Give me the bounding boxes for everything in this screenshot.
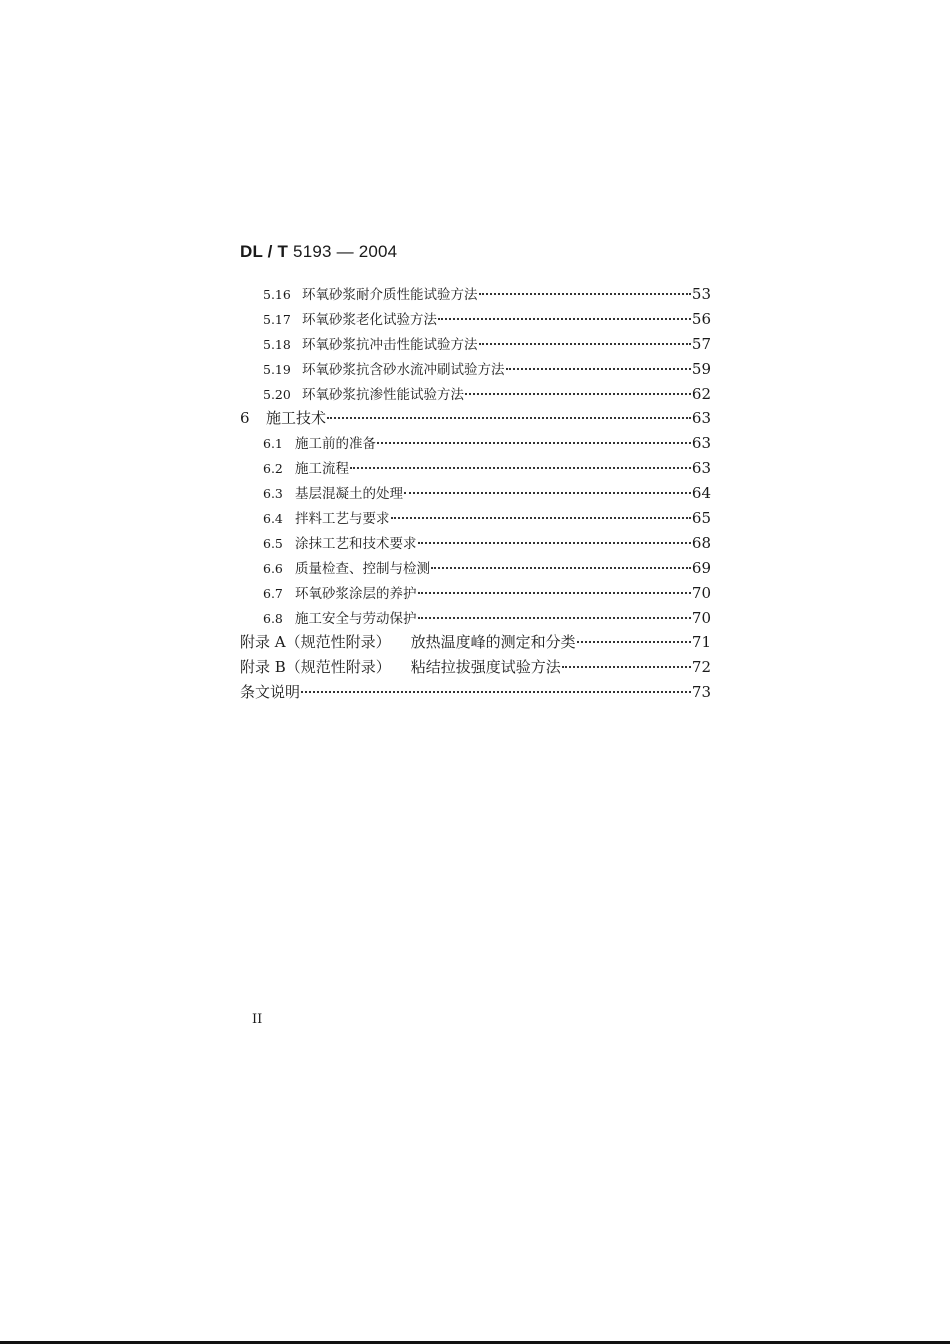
dot-leader <box>465 393 691 395</box>
toc-title: 施工流程 <box>295 461 349 478</box>
toc-page: 73 <box>691 683 711 702</box>
toc-title: 环氧砂浆抗冲击性能试验方法 <box>302 336 478 353</box>
toc-entry[interactable] <box>240 531 711 556</box>
toc-title: 粘结拉拔强度试验方法 <box>410 658 561 677</box>
toc-page: 53 <box>691 285 711 303</box>
dot-leader <box>418 542 691 544</box>
toc-page: 56 <box>691 309 711 328</box>
toc-number: 附录 B（规范性附录） <box>240 658 391 677</box>
dot-leader <box>327 417 691 419</box>
toc-title: 施工安全与劳动保护 <box>295 610 417 627</box>
toc-page: 63 <box>691 434 711 453</box>
toc-title: 环氧砂浆老化试验方法 <box>302 311 437 328</box>
toc-page: 63 <box>691 459 711 478</box>
toc-page: 70 <box>691 608 711 627</box>
dot-leader <box>438 318 691 320</box>
dot-leader <box>577 641 691 643</box>
dot-leader <box>479 343 691 345</box>
toc-number: 5.16 <box>263 287 291 302</box>
toc-entry[interactable] <box>240 282 711 307</box>
dot-leader <box>391 517 691 519</box>
toc-number: 6 <box>240 409 250 428</box>
document-header <box>240 242 397 262</box>
toc-title: 环氧砂浆抗渗性能试验方法 <box>302 386 464 403</box>
toc-page: 70 <box>691 583 711 602</box>
dot-leader <box>404 492 691 494</box>
dot-leader <box>506 368 691 370</box>
toc-number: 6.7 <box>263 585 283 601</box>
toc-entry[interactable] <box>240 382 711 407</box>
toc-number: 5.17 <box>263 311 291 327</box>
toc-entry[interactable] <box>240 332 711 357</box>
toc-explanation-entry[interactable] <box>240 680 711 705</box>
toc-number: 6.2 <box>263 461 283 477</box>
toc-title: 施工技术 <box>266 409 327 428</box>
toc-number: 5.19 <box>263 361 291 377</box>
dot-leader <box>431 567 691 569</box>
table-of-contents <box>240 282 711 705</box>
toc-title: 放热温度峰的测定和分类 <box>410 633 576 652</box>
dot-leader <box>418 617 691 619</box>
standard-number: 5193 — 2004 <box>293 242 398 261</box>
toc-number: 6.4 <box>263 511 283 527</box>
toc-title: 质量检查、控制与检测 <box>295 560 430 577</box>
dot-leader <box>350 467 691 469</box>
toc-entry[interactable] <box>240 606 711 631</box>
toc-entry[interactable] <box>240 431 711 456</box>
toc-number: 6.5 <box>263 535 283 551</box>
dot-leader <box>301 691 691 693</box>
toc-title: 施工前的准备 <box>295 436 376 453</box>
toc-entry[interactable] <box>240 456 711 481</box>
toc-appendix-entry[interactable] <box>240 655 711 680</box>
toc-page: 72 <box>691 658 711 677</box>
standard-code: DL / T <box>240 242 289 261</box>
dot-leader <box>418 592 691 594</box>
toc-entry[interactable] <box>240 307 711 332</box>
dot-leader <box>479 293 691 295</box>
toc-title: 环氧砂浆涂层的养护 <box>295 585 417 602</box>
page-number: II <box>252 1012 263 1027</box>
toc-title: 环氧砂浆耐介质性能试验方法 <box>302 287 478 303</box>
toc-page: 71 <box>691 633 711 652</box>
toc-number: 6.8 <box>263 610 283 626</box>
toc-appendix-entry[interactable] <box>240 630 711 655</box>
toc-title: 条文说明 <box>240 683 301 702</box>
dot-leader <box>562 666 691 668</box>
toc-page: 68 <box>691 533 711 552</box>
dot-leader <box>377 442 691 444</box>
toc-title: 涂抹工艺和技术要求 <box>295 535 417 552</box>
toc-page: 62 <box>691 384 711 403</box>
toc-entry[interactable] <box>240 581 711 606</box>
toc-number: 5.18 <box>263 336 291 352</box>
toc-entry[interactable] <box>240 357 711 382</box>
toc-chapter-entry[interactable] <box>240 406 711 431</box>
toc-entry[interactable] <box>240 481 711 506</box>
toc-page: 64 <box>691 484 711 503</box>
toc-entry[interactable] <box>240 506 711 531</box>
toc-number: 5.20 <box>263 386 291 402</box>
toc-number: 6.6 <box>263 560 283 576</box>
toc-page: 59 <box>691 359 711 378</box>
toc-page: 57 <box>691 334 711 353</box>
toc-number: 6.1 <box>263 436 283 452</box>
toc-page: 65 <box>691 509 711 528</box>
toc-page: 63 <box>691 409 711 428</box>
toc-title: 基层混凝土的处理 <box>295 486 403 503</box>
toc-number: 6.3 <box>263 486 283 502</box>
toc-number: 附录 A（规范性附录） <box>240 633 391 652</box>
toc-title: 拌料工艺与要求 <box>295 511 390 528</box>
toc-entry[interactable] <box>240 556 711 581</box>
toc-title: 环氧砂浆抗含砂水流冲刷试验方法 <box>302 361 505 378</box>
toc-page: 69 <box>691 558 711 577</box>
